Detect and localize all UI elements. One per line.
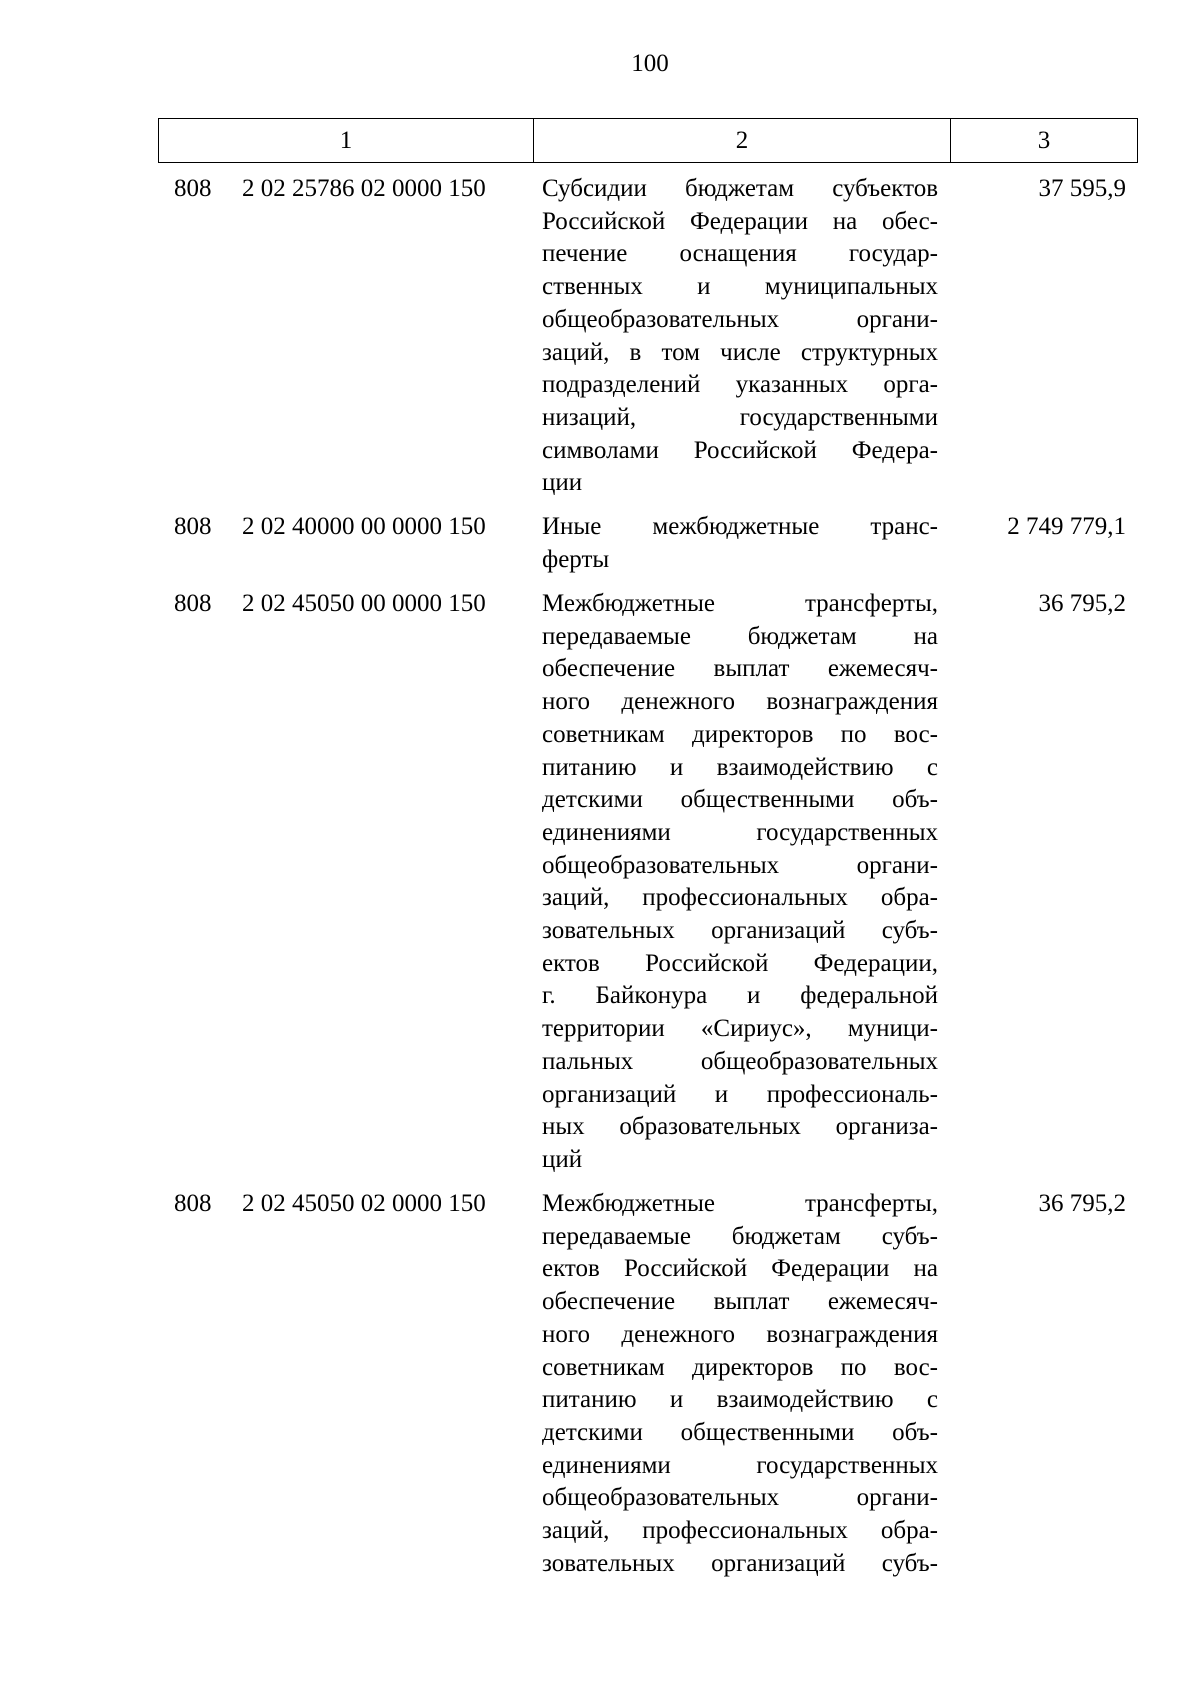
description-line: ферты	[542, 545, 610, 573]
header-col-1: 1	[159, 119, 534, 162]
description-line: Российской Федерации на обес-	[542, 207, 938, 235]
header-col-3: 3	[1037, 126, 1051, 154]
description	[542, 511, 938, 576]
description-line: зовательных организаций субъ-	[542, 917, 938, 945]
budget-code: 2 02 40000 00 0000 150	[242, 513, 486, 540]
description-line: ции	[542, 469, 583, 497]
description-line: ного денежного вознаграждения	[542, 1320, 938, 1348]
description-line: территории «Сириус», муници-	[542, 1015, 938, 1043]
description-line: заций, профессиональных обра-	[542, 884, 938, 912]
description-line: ектов Российской Федерации,	[542, 949, 938, 977]
description-line: питанию и взаимодействию с	[542, 753, 938, 781]
description-line: советникам директоров по вос-	[542, 720, 938, 748]
description-line: обеспечение выплат ежемесяч-	[542, 655, 938, 683]
description	[542, 1188, 938, 1580]
description-line: зовательных организаций субъ-	[542, 1549, 938, 1577]
description-line: пальных общеобразовательных	[542, 1047, 938, 1075]
budget-code: 2 02 45050 00 0000 150	[242, 590, 486, 617]
description-line: общеобразовательных органи-	[542, 305, 938, 333]
description-line: ного денежного вознаграждения	[542, 688, 938, 716]
admin-code: 808	[174, 175, 212, 202]
description-line: символами Российской Федера-	[542, 436, 938, 464]
description-line: заций, в том числе структурных	[542, 338, 938, 366]
description-line: подразделений указанных орга-	[542, 371, 938, 399]
budget-code: 2 02 45050 02 0000 150	[242, 1190, 486, 1217]
admin-code: 808	[174, 1190, 212, 1217]
description-line: организаций и профессиональ-	[542, 1080, 938, 1108]
description-line: общеобразовательных органи-	[542, 851, 938, 879]
description-line: Иные межбюджетные транс-	[542, 513, 938, 540]
description-line: детскими общественными объ-	[542, 1418, 938, 1446]
description	[542, 173, 938, 500]
description-line: заций, профессиональных обра-	[542, 1517, 938, 1545]
amount: 37 595,9	[1038, 175, 1126, 202]
description-line: ных образовательных организа-	[542, 1113, 938, 1141]
description-line: печение оснащения государ-	[542, 240, 938, 268]
amount: 36 795,2	[1038, 1190, 1126, 1217]
description-line: низаций, государственными	[542, 403, 938, 431]
description-line: питанию и взаимодействию с	[542, 1386, 938, 1414]
description-line: единениями государственных	[542, 1451, 938, 1479]
amount: 2 749 779,1	[1007, 513, 1126, 540]
description-line: обеспечение выплат ежемесяч-	[542, 1288, 938, 1316]
admin-code: 808	[174, 513, 212, 540]
page-number: 100	[631, 50, 669, 77]
description-line: г. Байконура и федеральной	[542, 982, 938, 1010]
table-header	[158, 118, 1138, 163]
header-col-2: 2	[534, 119, 951, 162]
description-line: Межбюджетные трансферты,	[542, 1190, 938, 1217]
description-line: передаваемые бюджетам на	[542, 622, 938, 650]
description-line: Межбюджетные трансферты,	[542, 590, 938, 617]
description-line: Субсидии бюджетам субъектов	[542, 175, 938, 202]
description-line: ектов Российской Федерации на	[542, 1255, 938, 1283]
description-line: ственных и муниципальных	[542, 273, 938, 301]
description	[542, 588, 938, 1177]
amount: 36 795,2	[1038, 590, 1126, 617]
admin-code: 808	[174, 590, 212, 617]
budget-code: 2 02 25786 02 0000 150	[242, 175, 486, 202]
description-line: ций	[542, 1145, 583, 1173]
description-line: советникам директоров по вос-	[542, 1353, 938, 1381]
description-line: общеобразовательных органи-	[542, 1484, 938, 1512]
description-line: передаваемые бюджетам субъ-	[542, 1222, 938, 1250]
description-line: детскими общественными объ-	[542, 786, 938, 814]
description-line: единениями государственных	[542, 818, 938, 846]
